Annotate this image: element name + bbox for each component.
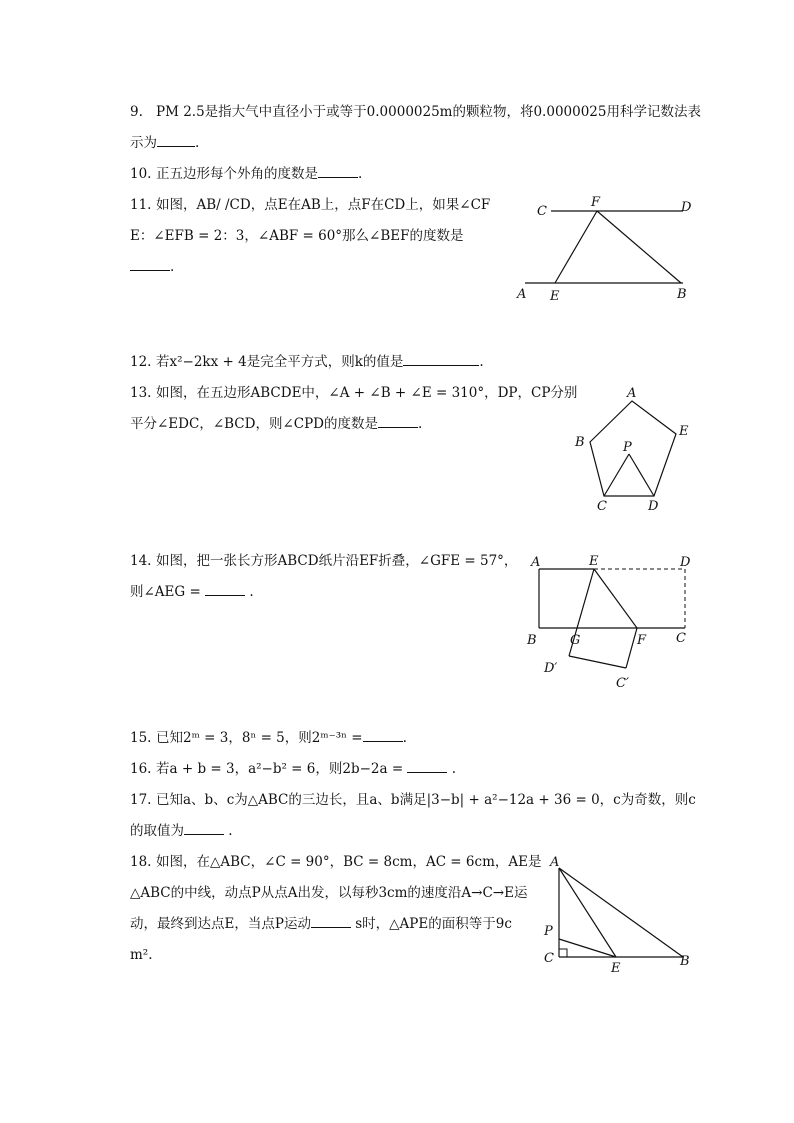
question-number: 13. bbox=[130, 385, 152, 401]
point-label: E bbox=[611, 961, 621, 976]
right-triangle-diagram bbox=[538, 855, 698, 977]
point-label: C bbox=[597, 499, 607, 514]
question-text: 如图，把一张长方形ABCD纸片沿EF折叠，∠GFE = 57°， bbox=[156, 553, 518, 569]
question-text: 如图，在五边形ABCDE中，∠A + ∠B + ∠E = 310°，DP，CP分别 bbox=[156, 385, 578, 401]
question-text: 则∠AEG = bbox=[130, 584, 201, 600]
question-text: △ABC的中线，动点P从点A出发，以每秒3cm的速度沿A→C→E运 bbox=[130, 885, 528, 901]
point-label: A bbox=[531, 555, 541, 570]
question-17: 17. 已知a、b、c为△ABC的三边长，且a、b满足|3−b| + a²−12a + 36 = 0，c为奇数，则c 的取值为 . bbox=[130, 785, 696, 847]
question-number: 10. bbox=[130, 166, 152, 182]
question-13: 13. 如图，在五边形ABCDE中，∠A + ∠B + ∠E = 310°，DP，CP分别 平分∠EDC，∠BCD，则∠CPD的度数是 . bbox=[130, 378, 577, 440]
answer-blank[interactable] bbox=[130, 256, 170, 271]
answer-blank[interactable] bbox=[318, 163, 358, 178]
pentagon-diagram bbox=[568, 384, 698, 514]
answer-blank[interactable] bbox=[403, 351, 479, 366]
question-text: 若x²−2kx + 4是完全平方式，则k的值是 bbox=[156, 354, 404, 370]
point-label: C bbox=[676, 631, 686, 646]
point-label: A bbox=[550, 855, 560, 870]
question-14: 14. 如图，把一张长方形ABCD纸片沿EF折叠，∠GFE = 57°， 则∠AEG = . bbox=[130, 546, 517, 608]
question-text: s时，△APE的面积等于9c bbox=[355, 916, 512, 932]
question-text: E：∠EFB = 2：3，∠ABF = 60°那么∠BEF的度数是 bbox=[130, 228, 464, 244]
question-10: 10. 正五边形每个外角的度数是 . bbox=[130, 159, 362, 190]
question-text: 若a + b = 3，a²−b² = 6，则2b−2a = bbox=[156, 761, 404, 777]
answer-blank[interactable] bbox=[363, 727, 403, 742]
answer-blank[interactable] bbox=[157, 132, 195, 147]
question-number: 18. bbox=[130, 854, 152, 870]
point-label: B bbox=[680, 954, 690, 969]
point-label: B bbox=[677, 287, 687, 302]
question-text: PM 2.5是指大气中直径小于或等于0.0000025m的颗粒物，将0.0000025用科学记数法表 bbox=[156, 104, 701, 120]
question-number: 15. bbox=[130, 730, 152, 746]
question-9: 9. PM 2.5是指大气中直径小于或等于0.0000025m的颗粒物，将0.0000025用科学记数法表 示为 . bbox=[130, 97, 701, 159]
question-12: 12. 若x²−2kx + 4是完全平方式，则k的值是 . bbox=[130, 347, 484, 378]
question-text: m². bbox=[130, 947, 153, 963]
answer-blank[interactable] bbox=[407, 758, 447, 773]
point-label: D′ bbox=[544, 661, 558, 676]
question-text: 如图，在△ABC，∠C = 90°，BC = 8cm，AC = 6cm，AE是 bbox=[156, 854, 542, 870]
point-label: A bbox=[627, 386, 637, 401]
question-text: 如图，AB/ /CD，点E在AB上，点F在CD上，如果∠CF bbox=[156, 197, 491, 213]
question-number: 11. bbox=[130, 197, 152, 213]
question-text: 的取值为 bbox=[130, 823, 184, 839]
answer-blank[interactable] bbox=[205, 581, 245, 596]
point-label: D bbox=[680, 555, 691, 570]
figure-18 bbox=[538, 855, 698, 977]
point-label: G bbox=[570, 633, 581, 648]
point-label: B bbox=[527, 633, 537, 648]
point-label: C′ bbox=[616, 676, 629, 691]
answer-blank[interactable] bbox=[311, 913, 351, 928]
figure-11 bbox=[515, 195, 695, 305]
question-number: 17. bbox=[130, 792, 152, 808]
point-label: C bbox=[537, 204, 547, 219]
question-number: 9. bbox=[130, 104, 143, 120]
answer-blank[interactable] bbox=[378, 413, 418, 428]
question-text: 平分∠EDC，∠BCD，则∠CPD的度数是 bbox=[130, 416, 379, 432]
point-label: P bbox=[623, 440, 632, 455]
point-label: F bbox=[591, 195, 601, 210]
question-18 bbox=[130, 847, 541, 971]
point-label: D bbox=[648, 499, 659, 514]
point-label: F bbox=[637, 633, 647, 648]
question-15: 15. 已知2ᵐ = 3，8ⁿ = 5，则2ᵐ⁻³ⁿ = . bbox=[130, 723, 407, 754]
point-label: E bbox=[679, 424, 689, 439]
question-16: 16. 若a + b = 3，a²−b² = 6，则2b−2a = . bbox=[130, 754, 456, 785]
point-label: D bbox=[681, 200, 692, 215]
question-11: 11. 如图，AB/ /CD，点E在AB上，点F在CD上，如果∠CF E：∠EFB = 2：3，∠ABF = 60°那么∠BEF的度数是 . bbox=[130, 190, 490, 283]
question-number: 12. bbox=[130, 354, 152, 370]
folded-rectangle-diagram bbox=[522, 550, 702, 695]
parallel-lines-diagram bbox=[515, 195, 695, 305]
point-label: C bbox=[544, 951, 554, 966]
point-label: A bbox=[517, 287, 527, 302]
point-label: P bbox=[544, 924, 553, 939]
question-number: 16. bbox=[130, 761, 152, 777]
figure-14 bbox=[522, 550, 702, 695]
question-text: 动，最终到达点E，当点P运动 bbox=[130, 916, 311, 932]
question-text: 已知a、b、c为△ABC的三边长，且a、b满足|3−b| + a²−12a + 36 = 0，c为奇数，则c bbox=[156, 792, 696, 808]
point-label: E bbox=[589, 554, 599, 569]
question-text: 正五边形每个外角的度数是 bbox=[156, 166, 318, 182]
question-number: 14. bbox=[130, 553, 152, 569]
question-text: 示为 bbox=[130, 135, 157, 151]
figure-13 bbox=[568, 384, 698, 514]
answer-blank[interactable] bbox=[184, 820, 224, 835]
point-label: B bbox=[575, 435, 585, 450]
point-label: E bbox=[550, 289, 560, 304]
question-text: 已知2ᵐ = 3，8ⁿ = 5，则2ᵐ⁻³ⁿ = bbox=[156, 730, 363, 746]
